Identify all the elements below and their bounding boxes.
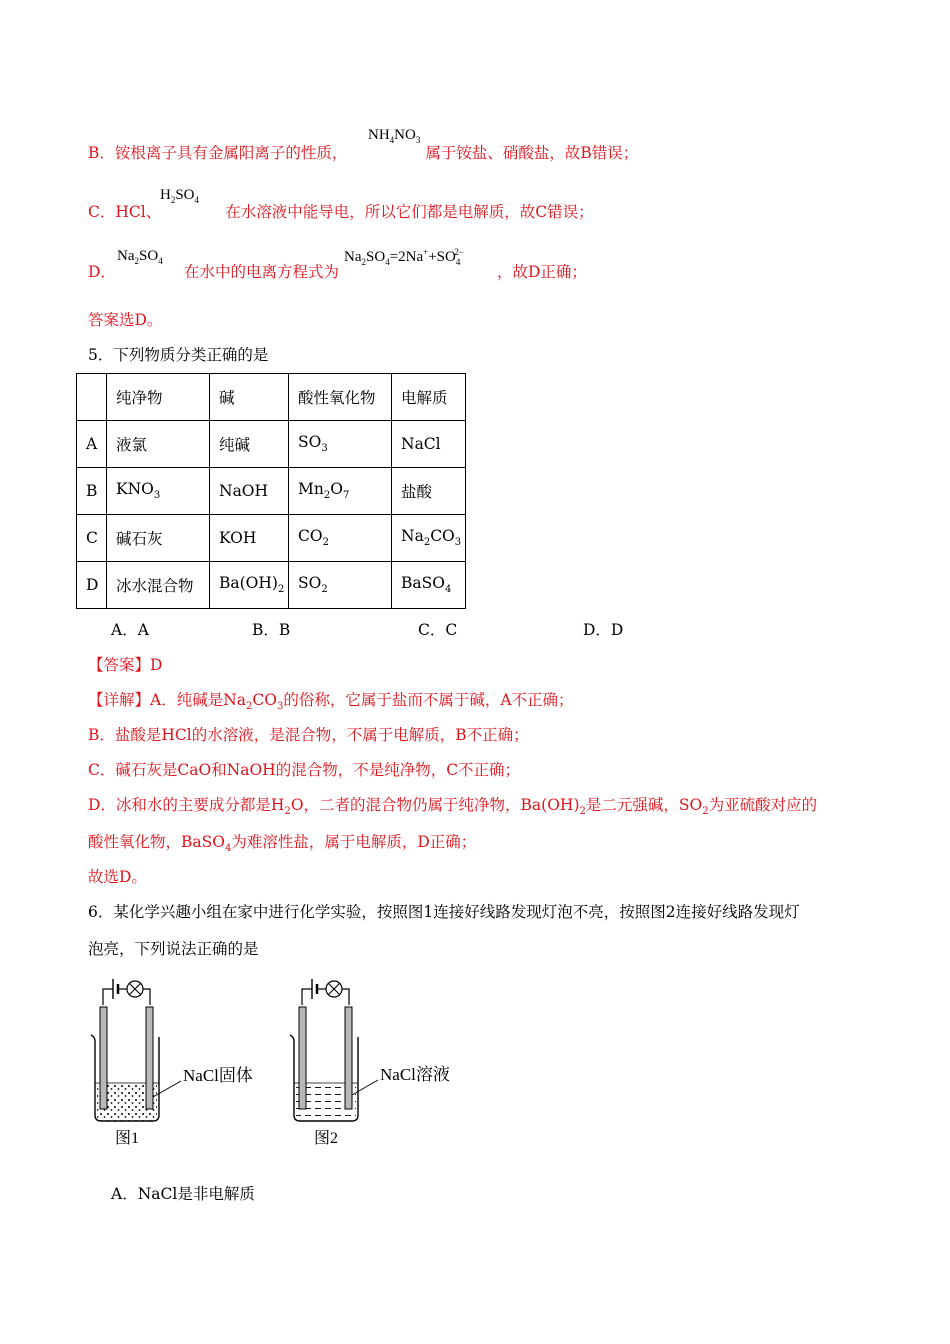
q4-b-suffix: 属于铵盐、硝酸盐，故B错误；	[425, 144, 639, 162]
q6-stem-line2: 泡亮，下列说法正确的是	[88, 940, 259, 958]
q5-classification-table	[76, 373, 466, 609]
q4-d-formula-na2so4: $Na_2SO_4$	[117, 248, 163, 266]
q4-c-formula-h2so4: $H_2SO_4$	[160, 187, 200, 205]
q5-conclusion: 故选D。	[88, 868, 147, 886]
q6-experiment-figures	[85, 965, 475, 1155]
q5-detail-b: B．盐酸是HCl的水溶液，是混合物，不属于电解质，B不正确；	[88, 726, 529, 744]
table-row	[77, 515, 466, 562]
table-header-pure-substance: 纯净物	[107, 374, 210, 421]
q5-detail-c: C．碱石灰是CaO和NaOH的混合物，不是纯净物，C不正确；	[88, 761, 521, 779]
q5-option-b[interactable]: B．B	[252, 621, 291, 639]
table-cell: A	[77, 421, 107, 468]
q5-detail-a: 【详解】A．纯碱是$Na_2CO_3$的俗称，它属于盐而不属于碱，A不正确；	[88, 691, 574, 713]
table-cell: $SO_2$	[289, 562, 392, 609]
table-header-base: 碱	[210, 374, 289, 421]
table-cell: $KNO_3$	[107, 468, 210, 515]
q4-conclusion: 答案选D。	[88, 311, 163, 329]
q6-stem-line1: 6．某化学兴趣小组在家中进行化学实验，按照图1连接好线路发现灯泡不亮，按照图2连接好线路发现灯	[88, 903, 800, 921]
q4-d-suffix: ，故D正确；	[496, 263, 587, 281]
table-cell: KOH	[210, 515, 289, 562]
q4-c-prefix: C．HCl、	[88, 203, 162, 221]
figure2-caption: 图2	[314, 1130, 339, 1147]
table-cell: 碱石灰	[107, 515, 210, 562]
q6-option-a[interactable]: A．NaCl是非电解质	[111, 1185, 255, 1203]
q5-answer: 【答案】D	[88, 656, 163, 674]
table-header-row	[77, 374, 466, 421]
table-cell: C	[77, 515, 107, 562]
table-cell: $CO_2$	[289, 515, 392, 562]
table-cell: $SO_3$	[289, 421, 392, 468]
figure2-label: NaCl溶液	[380, 1065, 450, 1084]
q4-b-prefix: B．铵根离子具有金属阳离子的性质，	[88, 144, 348, 162]
figure1-caption: 图1	[115, 1130, 140, 1147]
table-header-acidic-oxide: 酸性氧化物	[289, 374, 392, 421]
table-cell: NaOH	[210, 468, 289, 515]
q4-d-ionization-equation: $Na_2SO_4=2Na^++SO_4^{2-}$	[344, 247, 464, 267]
table-cell: $Na_2CO_3$	[392, 515, 466, 562]
q5-stem: 5．下列物质分类正确的是	[88, 346, 269, 364]
table-cell: NaCl	[392, 421, 466, 468]
figure2-apparatus	[290, 979, 450, 1147]
table-cell: 液氯	[107, 421, 210, 468]
figure1-apparatus	[91, 979, 253, 1147]
table-cell: $Ba(OH)_2$	[210, 562, 289, 609]
table-cell: D	[77, 562, 107, 609]
q5-option-d[interactable]: D．D	[583, 621, 624, 639]
table-row	[77, 562, 466, 609]
q4-option-b-analysis	[88, 141, 638, 163]
q4-d-prefix: D．	[88, 263, 116, 281]
q4-b-formula-nh4no3: $NH_4NO_3$	[368, 127, 421, 145]
table-header-electrolyte: 电解质	[392, 374, 466, 421]
q5-detail-d-line1: D．冰和水的主要成分都是$H_2O$，二者的混合物仍属于纯净物，$Ba(OH)_2$是二元强碱，$SO_2$为亚硫酸对应的	[88, 796, 818, 818]
q5-detail-d-line2: 酸性氧化物，BaSO$_4$为难溶性盐，属于电解质，D正确；	[88, 833, 477, 855]
table-cell: 纯碱	[210, 421, 289, 468]
table-cell: 冰水混合物	[107, 562, 210, 609]
table-cell: $Mn_2O_7$	[289, 468, 392, 515]
figure1-label: NaCl固体	[183, 1066, 253, 1085]
q4-c-suffix: 在水溶液中能导电，所以它们都是电解质，故C错误；	[225, 203, 594, 221]
q5-option-a[interactable]: A．A	[111, 621, 149, 639]
table-cell: 盐酸	[392, 468, 466, 515]
table-cell: B	[77, 468, 107, 515]
table-cell: BaSO$_4$	[392, 562, 466, 609]
q5-option-c[interactable]: C．C	[418, 621, 458, 639]
table-cell	[77, 374, 107, 421]
table-row	[77, 468, 466, 515]
q4-d-middle: 在水中的电离方程式为	[183, 263, 339, 281]
table-row	[77, 421, 466, 468]
